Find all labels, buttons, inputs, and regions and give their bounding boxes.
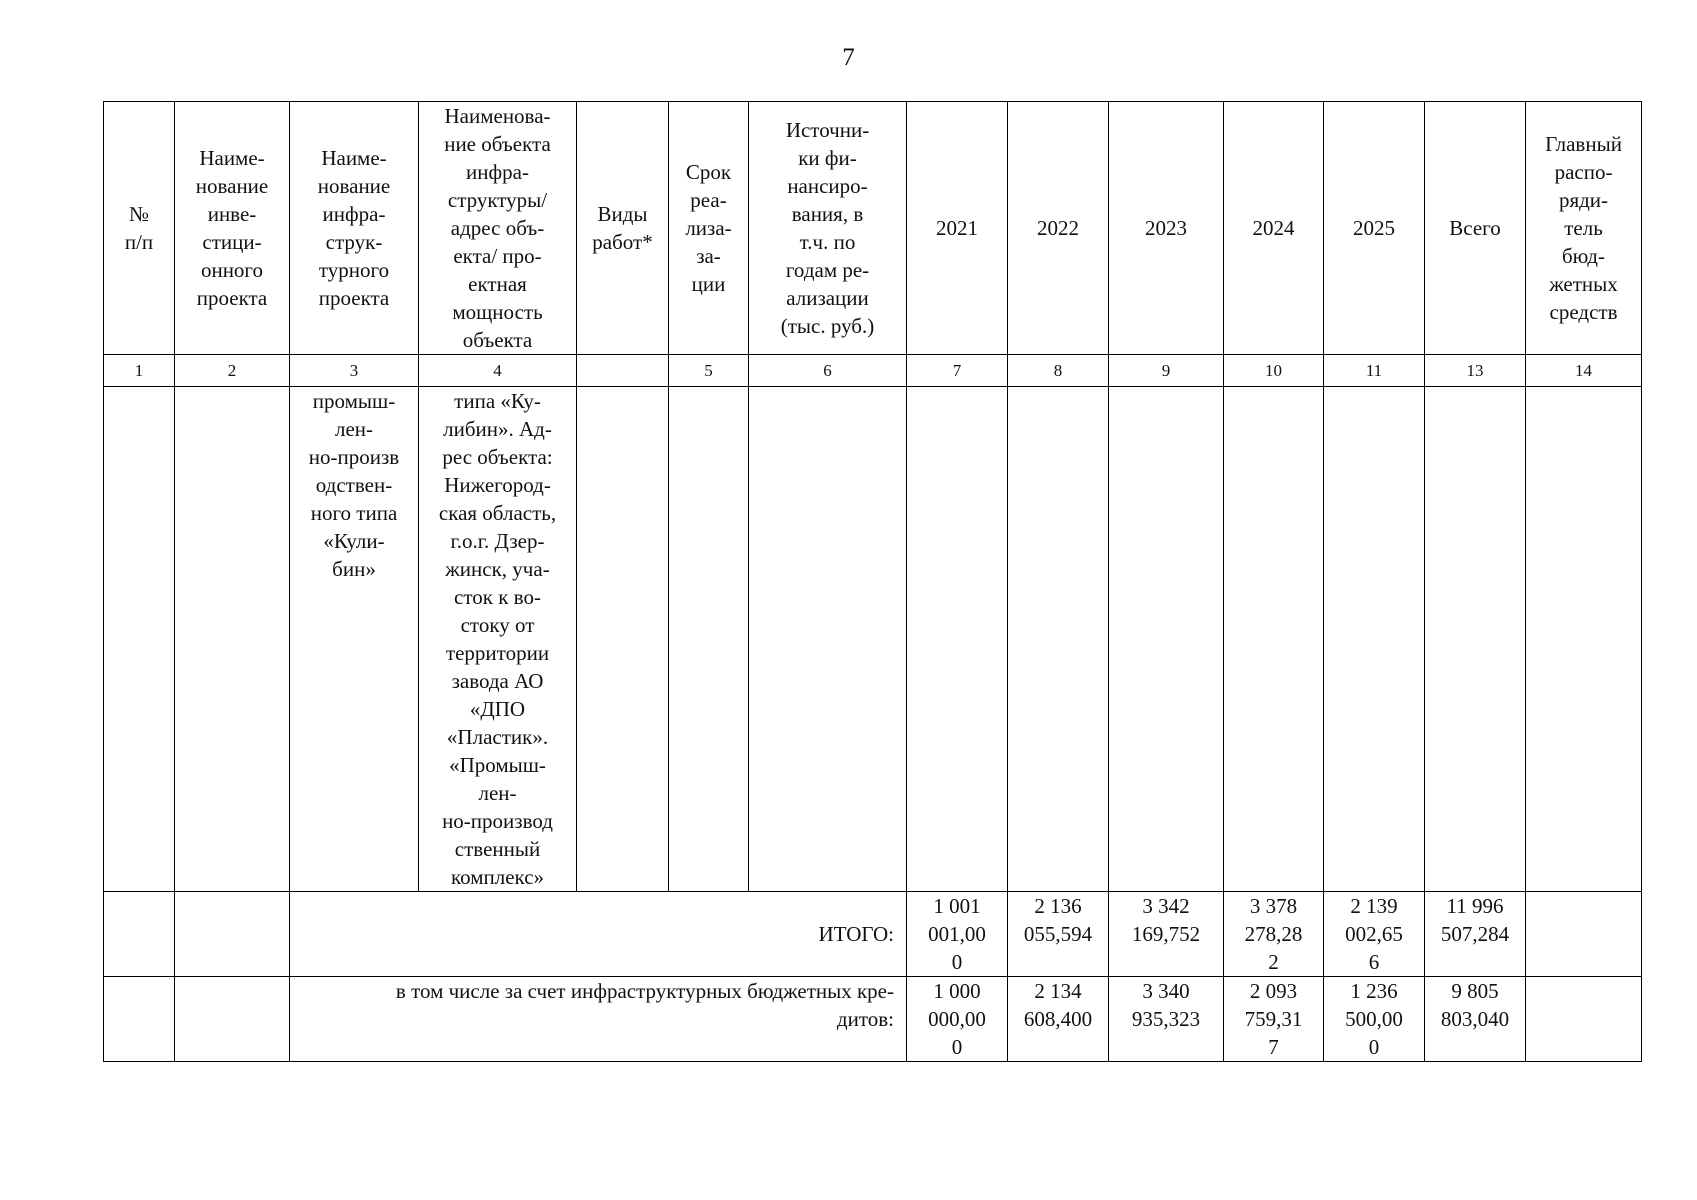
cell-empty (669, 387, 749, 892)
credit-value-2025: 1 236 500,00 0 (1324, 977, 1425, 1062)
cell-empty (1425, 387, 1526, 892)
cell-empty (104, 977, 175, 1062)
cell-empty (175, 892, 290, 977)
cell-empty (907, 387, 1008, 892)
cell-empty (1526, 892, 1642, 977)
credit-value-2022: 2 134 608,400 (1008, 977, 1109, 1062)
header-cell: № п/п (104, 102, 175, 355)
cell-empty (175, 387, 290, 892)
total-row (104, 892, 1642, 977)
header-cell: 2023 (1109, 102, 1224, 355)
column-number (577, 355, 669, 387)
credit-row (104, 977, 1642, 1062)
column-number: 14 (1526, 355, 1642, 387)
cell-empty (1224, 387, 1324, 892)
cell-empty (577, 387, 669, 892)
total-value-2021: 1 001 001,00 0 (907, 892, 1008, 977)
investment-projects-table (103, 101, 1642, 1062)
total-label: ИТОГО: (290, 892, 907, 977)
page-number: 7 (842, 44, 855, 71)
column-number: 1 (104, 355, 175, 387)
column-number: 8 (1008, 355, 1109, 387)
header-cell: Главный распо- ряди- тель бюд- жетных средств (1526, 102, 1642, 355)
header-cell: Источни- ки фи- нансиро- вания, в т.ч. по годам ре- ализации (тыс. руб.) (749, 102, 907, 355)
header-cell: Всего (1425, 102, 1526, 355)
infrastructure-object-cell: типа «Ку- либин». Ад- рес объекта: Нижегород- ская область, г.о.г. Дзер- жинск, уча- сток к во- стоку от территории завода АО «ДПО «Пластик». «Промыш- лен- но-производ ственный комплекс» (419, 387, 577, 892)
total-value-2022: 2 136 055,594 (1008, 892, 1109, 977)
column-number: 4 (419, 355, 577, 387)
column-number: 2 (175, 355, 290, 387)
credit-value-2021: 1 000 000,00 0 (907, 977, 1008, 1062)
cell-empty (104, 892, 175, 977)
total-value-2024: 3 378 278,28 2 (1224, 892, 1324, 977)
column-number: 7 (907, 355, 1008, 387)
cell-empty (1008, 387, 1109, 892)
total-value-all: 11 996 507,284 (1425, 892, 1526, 977)
cell-empty (1526, 977, 1642, 1062)
table-row (104, 387, 1642, 892)
total-value-2023: 3 342 169,752 (1109, 892, 1224, 977)
cell-empty (1526, 387, 1642, 892)
column-number: 6 (749, 355, 907, 387)
credit-value-2024: 2 093 759,31 7 (1224, 977, 1324, 1062)
header-cell: 2024 (1224, 102, 1324, 355)
credit-value-all: 9 805 803,040 (1425, 977, 1526, 1062)
infrastructure-project-name-cell: промыш- лен- но-произв одствен- ного типа «Кули- бин» (290, 387, 419, 892)
header-cell: Наиме- нование инфра- струк- турного проекта (290, 102, 419, 355)
header-row (104, 102, 1642, 355)
column-number-row (104, 355, 1642, 387)
cell-empty (1324, 387, 1425, 892)
cell-empty (104, 387, 175, 892)
column-number: 9 (1109, 355, 1224, 387)
cell-empty (749, 387, 907, 892)
total-value-2025: 2 139 002,65 6 (1324, 892, 1425, 977)
cell-empty (175, 977, 290, 1062)
credit-label: в том числе за счет инфраструктурных бюджетных кре- дитов: (290, 977, 907, 1062)
column-number: 5 (669, 355, 749, 387)
column-number: 3 (290, 355, 419, 387)
column-number: 10 (1224, 355, 1324, 387)
header-cell: 2022 (1008, 102, 1109, 355)
header-cell: 2025 (1324, 102, 1425, 355)
header-cell: 2021 (907, 102, 1008, 355)
header-cell: Виды работ* (577, 102, 669, 355)
header-cell: Срок реа- лиза- за- ции (669, 102, 749, 355)
column-number: 13 (1425, 355, 1526, 387)
credit-value-2023: 3 340 935,323 (1109, 977, 1224, 1062)
column-number: 11 (1324, 355, 1425, 387)
cell-empty (1109, 387, 1224, 892)
header-cell: Наименова- ние объекта инфра- структуры/ адрес объ- екта/ про- ектная мощность объекта (419, 102, 577, 355)
header-cell: Наиме- нование инве- стици- онного проекта (175, 102, 290, 355)
